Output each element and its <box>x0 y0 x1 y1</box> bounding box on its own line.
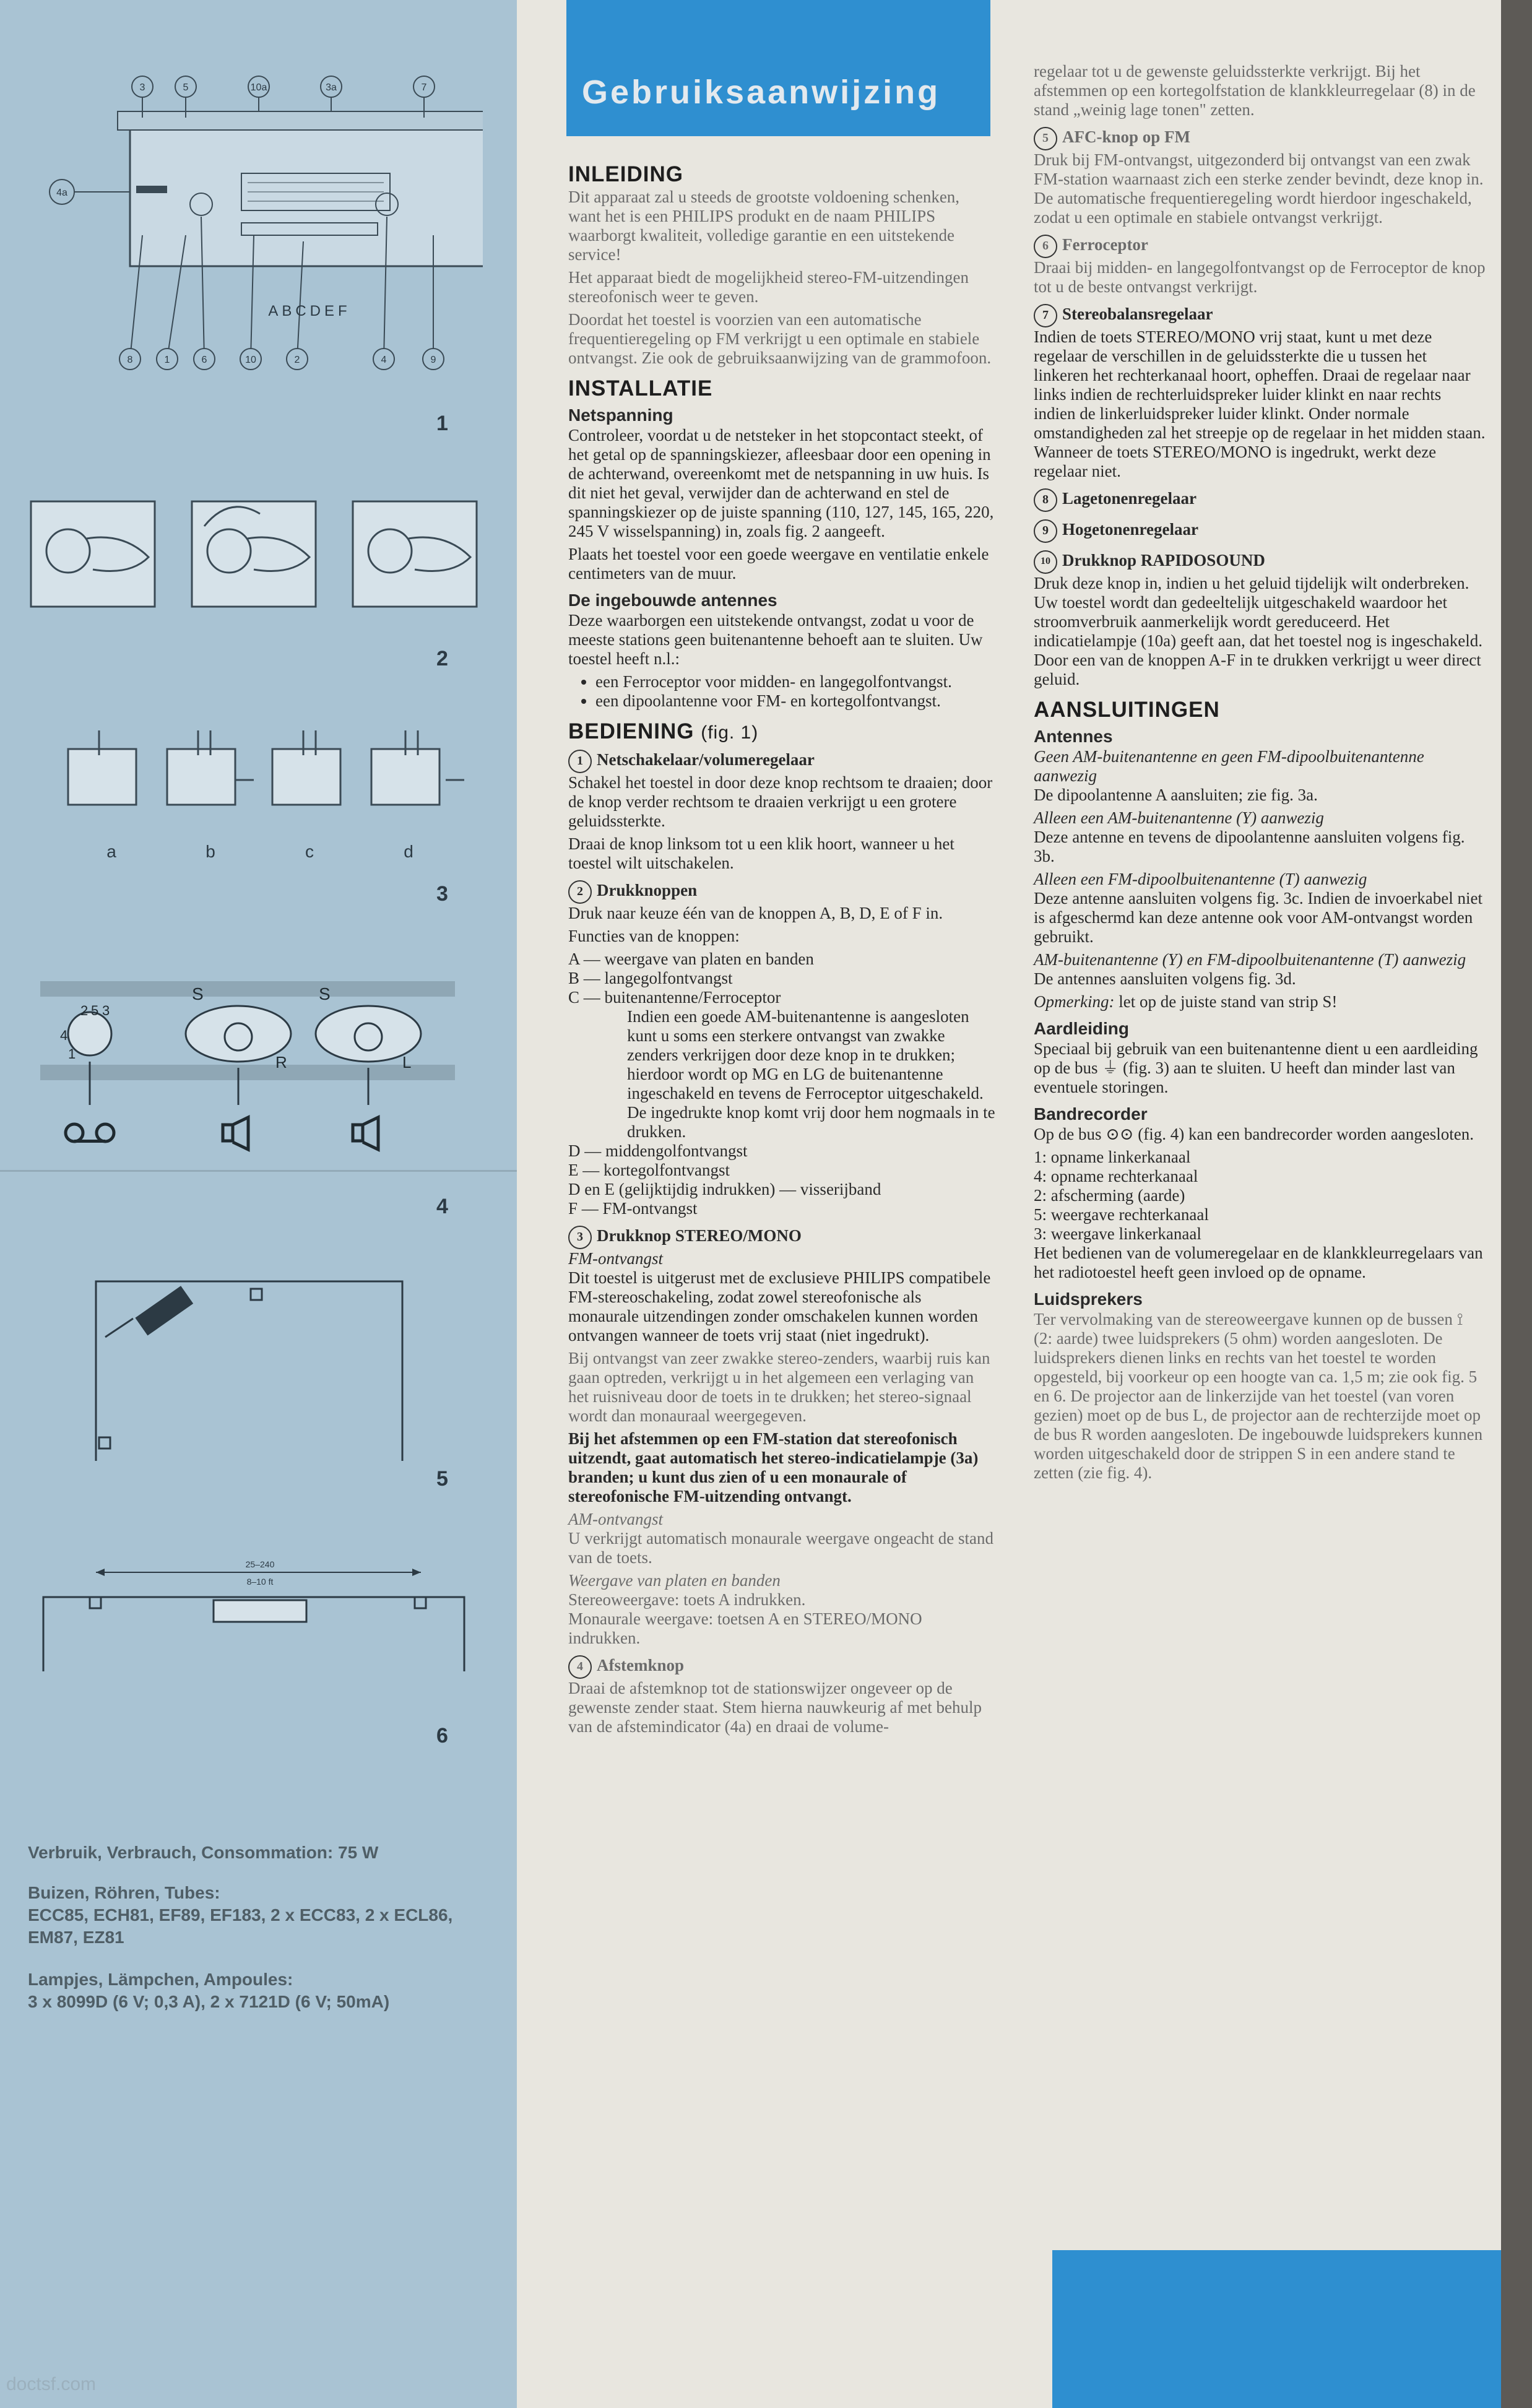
callout-bottom: 9 <box>430 355 436 365</box>
control-number: 6 <box>1034 235 1057 258</box>
control-title: Stereobalansregelaar <box>1062 305 1213 324</box>
case-heading: Alleen een FM-dipoolbuitenantenne (T) aanwezig <box>1034 870 1367 888</box>
control-number: 9 <box>1034 519 1057 543</box>
control-number: 10 <box>1034 550 1057 574</box>
strip-s-label: S <box>319 984 331 1003</box>
figure-reference: (fig. 1) <box>701 722 759 743</box>
spec-lamps: 3 x 8099D (6 V; 0,3 A), 2 x 7121D (6 V; 50mA) <box>28 1992 390 2011</box>
control-heading <box>1034 235 1486 258</box>
list-item: 5: weergave rechterkanaal <box>1034 1205 1209 1224</box>
figure-3-antenna-connections <box>50 730 483 867</box>
paragraph: Indien de toets STEREO/MONO vrij staat, kunt u met deze regelaar de verschillen in de geluidssterkte die u tussen het linkeren het rechterkanaal hoort, opheffen. Draai de regelaar naar links indien de rechterluidspreker luider klinkt en naar rechts indien de linkerluidspreker luider klinkt. Onder normale omstandigheden zal het streepje op de regelaar in het midden staan. Wanneer de toets STEREO/MONO is ingedrukt, werkt deze regelaar niet. <box>1034 327 1486 480</box>
paragraph: Stereoweergave: toets A indrukken. <box>568 1590 806 1609</box>
spec-lamps-label: Lampjes, Lämpchen, Ampoules: <box>28 1970 293 1989</box>
figures-panel <box>0 0 518 2408</box>
case-heading: AM-buitenantenne (Y) en FM-dipoolbuitenantenne (T) aanwezig <box>1034 950 1466 969</box>
paragraph: Draai bij midden- en langegolfontvangst op de Ferroceptor de knop tot u de beste ontvangst verkrijgt. <box>1034 258 1486 296</box>
control-heading <box>1034 550 1486 574</box>
control-number: 8 <box>1034 488 1057 512</box>
strip-s-label: S <box>192 984 204 1003</box>
case-heading: Alleen een AM-buitenantenne (Y) aanwezig <box>1034 808 1324 827</box>
callout-bottom: 1 <box>164 355 170 365</box>
pin-label: 3 <box>102 1003 110 1018</box>
control-number: 1 <box>568 750 592 773</box>
control-number: 2 <box>568 880 592 904</box>
tape-icon <box>66 1124 114 1143</box>
callout-top: 5 <box>183 82 189 93</box>
figure-number: 5 <box>436 1467 448 1491</box>
paragraph: Functies van de knoppen: <box>568 927 740 945</box>
list-item: E — kortegolfontvangst <box>568 1161 730 1179</box>
bullet-list <box>568 672 995 711</box>
paragraph: Druk naar keuze één van de knoppen A, B, D, E of F in. <box>568 904 943 922</box>
paragraph: Speciaal bij gebruik van een buitenantenne dient u een aardleiding op de bus ⏚ (fig. 3) aan te sluiten. U heeft dan minder last van eventuele storingen. <box>1034 1039 1478 1096</box>
fig3-label: c <box>305 842 314 861</box>
callout-top: 7 <box>421 82 427 93</box>
callout-top: 3 <box>139 82 145 93</box>
dimension-top: 25–240 <box>245 1559 275 1569</box>
footer-block <box>1052 2250 1501 2408</box>
list-item: 1: opname linkerkanaal <box>1034 1148 1191 1166</box>
paragraph: U verkrijgt automatisch monaurale weergave ongeacht de stand van de toets. <box>568 1529 993 1567</box>
list-item: A — weergave van platen en banden <box>568 950 814 968</box>
list-item: 3: weergave linkerkanaal <box>1034 1224 1201 1243</box>
section-heading: INLEIDING <box>568 162 683 186</box>
paragraph: Het bedienen van de volumeregelaar en de klankkleurregelaars van het radiotoestel heeft geen invloed op de opname. <box>1034 1244 1483 1281</box>
callout-bottom: 2 <box>294 355 300 365</box>
subheading: Aardleiding <box>1034 1019 1130 1038</box>
paragraph: Draai de knop linksom tot u een klik hoort, wanneer u het toestel wilt uitschakelen. <box>568 834 954 872</box>
paragraph: Schakel het toestel in door deze knop rechtsom te draaien; door de knop verder rechtsom te draaien verkrijgt u een grotere geluidssterkte. <box>568 773 993 830</box>
figure-number: 4 <box>436 1195 448 1218</box>
list-item: C — buitenantenne/Ferroceptor <box>568 988 781 1007</box>
figure-number: 2 <box>436 647 448 670</box>
paragraph: Op de bus ⊙⊙ (fig. 4) kan een bandrecorder worden aangesloten. <box>1034 1125 1474 1143</box>
dimension-bottom: 8–10 ft <box>246 1577 274 1587</box>
control-number: 5 <box>1034 127 1057 150</box>
control-title: Hogetonenregelaar <box>1062 520 1198 539</box>
note-text: let op de juiste stand van strip S! <box>1119 992 1338 1011</box>
paragraph: Controleer, voordat u de netsteker in het stopcontact steekt, of het getal op de spanningskiezer, afleesbaar door een opening in de achterwand, overeenkomt met de netspanning in uw huis. Is dit niet het geval, verwijder dan de achterwand en stel de spanningskiezer op de juiste spanning (110, 127, 145, 165, 220, 245 V wisselspanning) in, zoals fig. 2 aangeeft. <box>568 426 994 540</box>
paragraph: Dit apparaat zal u steeds de grootste voldoening schenken, want het is een PHILIPS produkt en de naam PHILIPS waarborgt kwaliteit, volledige garantie en een uitstekende service! <box>568 188 960 264</box>
right-label: R <box>275 1053 287 1072</box>
paragraph: Ter vervolmaking van de stereoweergave kunnen op de bussen ⟟ (2: aarde) twee luidsprekers (5 ohm) worden aangesloten. De luidsprekers dienen links en rechts van het toestel te worden opgesteld, bij voorkeur op een hoogte van ca. 1,5 m; zie ook fig. 5 en 6. De projector aan de linkerzijde van het toestel (van voren gezien) moet op de bus L, de projector aan de rechterzijde moet op de bus R worden aangesloten. De ingebouwde luidsprekers kunnen worden uitgeschakeld door de strippen S in een andere stand te zetten (zie fig. 4). <box>1034 1310 1483 1482</box>
list-item: D en E (gelijktijdig indrukken) — visserijband <box>568 1180 881 1198</box>
control-number: 7 <box>1034 304 1057 327</box>
subheading: Antennes <box>1034 727 1113 746</box>
figure-1-radio-front <box>37 74 483 396</box>
list-item: 2: afscherming (aarde) <box>1034 1186 1185 1205</box>
figure-4-sockets <box>40 981 461 1154</box>
paragraph: Draai de afstemknop tot de stationswijzer ongeveer op de gewenste zender staat. Stem hierna nauwkeurig af met behulp van de afstemindicator (4a) en draai de volume- <box>568 1679 982 1736</box>
callout-bottom: 6 <box>201 355 207 365</box>
figure-5-room-layout <box>87 1275 421 1467</box>
left-label: L <box>402 1053 412 1072</box>
paragraph: Doordat het toestel is voorzien van een automatische frequentieregeling op FM verkrijgt u een optimale en stabiele ontvangst. Zie ook de gebruiksaanwijzing van de grammofoon. <box>568 310 992 367</box>
control-title: Afstemknop <box>597 1656 685 1675</box>
control-heading <box>1034 127 1486 150</box>
figure-1-keys: ABCDEF <box>268 303 351 319</box>
fig3-label: a <box>106 842 116 861</box>
pin-label: 2 <box>80 1003 89 1018</box>
subheading: Luidsprekers <box>1034 1289 1143 1309</box>
paragraph: Druk deze knop in, indien u het geluid tijdelijk wilt onderbreken. Uw toestel wordt dan gedeeltelijk uitgeschakeld waardoor het stroomverbruik aanmerkelijk wordt gereduceerd. Het indicatielampje (10a) geeft aan, dat het toestel nog is ingeschakeld. Door een van de knoppen A-F in te drukken verkrijgt u weer direct geluid. <box>1034 574 1482 688</box>
paragraph: Druk bij FM-ontvangst, uitgezonderd bij ontvangst van een zwak FM-station waarnaast zich een sterke zender bevindt, deze knop in. De automatische frequentieregeling wordt hierdoor ingeschakeld, zodat u een optimale en stabiele ontvangst verkrijgt. <box>1034 150 1484 227</box>
paragraph: Bij het afstemmen op een FM-station dat stereofonisch uitzendt, gaat automatisch het stereo-indicatielampje (3a) branden; u kunt dus zien of u een monaurale of stereofonische FM-uitzending ontvangt. <box>568 1429 979 1505</box>
paragraph: Deze waarborgen een uitstekende ontvangst, zodat u voor de meeste stations geen buitenantenne behoeft aan te sluiten. Uw toestel heeft n.l.: <box>568 611 983 668</box>
section-heading <box>568 719 995 743</box>
paragraph: Monaurale weergave: toetsen A en STEREO/MONO indrukken. <box>568 1609 922 1647</box>
subheading: AM-ontvangst <box>568 1510 663 1528</box>
section-heading: INSTALLATIE <box>568 376 713 401</box>
subheading: Bandrecorder <box>1034 1104 1148 1124</box>
control-title: Ferroceptor <box>1062 235 1148 254</box>
control-title: Drukknop RAPIDOSOUND <box>1062 551 1265 570</box>
list-item: B — langegolfontvangst <box>568 969 733 987</box>
fig3-label: d <box>404 842 413 861</box>
subheading: De ingebouwde antennes <box>568 591 777 610</box>
column-1 <box>568 154 995 1740</box>
paragraph: De antennes aansluiten volgens fig. 3d. <box>1034 969 1296 988</box>
control-title: Drukknop STEREO/MONO <box>597 1226 802 1245</box>
control-title: Netschakelaar/volumeregelaar <box>597 750 815 769</box>
note-label: Opmerking: <box>1034 992 1115 1011</box>
paragraph: De dipoolantenne A aansluiten; zie fig. 3a. <box>1034 786 1318 804</box>
subheading: Weergave van platen en banden <box>568 1571 781 1590</box>
pin-label: 1 <box>68 1046 76 1062</box>
page-title: Gebruiksaanwijzing <box>582 74 941 111</box>
control-heading <box>1034 488 1486 512</box>
column-2 <box>1034 62 1486 1486</box>
case-heading: Geen AM-buitenantenne en geen FM-dipoolbuitenantenne aanwezig <box>1034 747 1424 785</box>
section-heading: AANSLUITINGEN <box>1034 698 1220 722</box>
list-item: D — middengolfontvangst <box>568 1141 748 1160</box>
paragraph: Dit toestel is uitgerust met de exclusieve PHILIPS compatibele FM-stereoschakeling, zodat zowel stereofonische als monaurale uitzendingen zonder omschakelen kunnen worden ontvangen wanneer de toets vrij staat (niet ingedrukt). <box>568 1268 991 1345</box>
section-heading-text: BEDIENING <box>568 719 695 743</box>
figure-2-voltage-selector <box>25 489 495 619</box>
spec-consumption: Verbruik, Verbrauch, Consommation: 75 W <box>28 1843 379 1862</box>
list-item-detail: Indien een goede AM-buitenantenne is aangesloten kunt u soms een sterkere ontvangst van zwakke zenders verkrijgen door deze knop in te drukken; hierdoor wordt op MG en LG de buitenantenne ingeschakeld en tevens de Ferroceptor uitgeschakeld. De ingedrukte knop komt vrij door hem nogmaals in te drukken. <box>627 1007 995 1141</box>
list-item: • een Ferroceptor voor midden- en langegolfontvangst. <box>595 672 995 691</box>
control-number: 3 <box>568 1226 592 1249</box>
control-heading <box>568 1226 995 1249</box>
watermark: doctsf.com <box>6 2374 97 2394</box>
control-heading <box>568 750 995 773</box>
callout-bottom: 10 <box>245 355 256 365</box>
background-edge <box>1501 0 1532 2408</box>
pin-label: 5 <box>91 1003 99 1018</box>
subheading: Netspanning <box>568 405 673 425</box>
control-title: AFC-knop op FM <box>1062 128 1191 147</box>
paragraph: Bij ontvangst van zeer zwakke stereo-zenders, waarbij ruis kan gaan optreden, verkrijgt u in het algemeen een verlaging van het ruisniveau door de toets in te drukken; het stereo-signaal wordt dan monauraal weergegeven. <box>568 1349 990 1425</box>
paragraph: Het apparaat biedt de mogelijkheid stereo-FM-uitzendingen stereofonisch weer te geven. <box>568 268 969 306</box>
list-item: F — FM-ontvangst <box>568 1199 698 1218</box>
control-heading <box>568 1655 995 1679</box>
speaker-icon <box>223 1117 378 1150</box>
figure-number: 3 <box>436 882 448 906</box>
control-heading <box>1034 304 1486 327</box>
control-number: 4 <box>568 1655 592 1679</box>
callout-top: 10a <box>250 82 267 93</box>
figure-6-speaker-distance <box>37 1554 470 1671</box>
paragraph: Plaats het toestel voor een goede weergave en ventilatie enkele centimeters van de muur. <box>568 545 989 583</box>
spec-tubes: ECC85, ECH81, EF89, EF183, 2 x ECC83, 2 x ECL86, EM87, EZ81 <box>28 1905 453 1947</box>
callout-top: 3a <box>326 82 337 93</box>
callout-bottom: 8 <box>127 355 133 365</box>
control-title: Drukknoppen <box>597 881 698 900</box>
pin-label: 4 <box>60 1028 68 1043</box>
list-item: 4: opname rechterkanaal <box>1034 1167 1198 1185</box>
control-heading <box>1034 519 1486 543</box>
list-item: • een dipoolantenne voor FM- en kortegolfontvangst. <box>595 691 995 711</box>
spec-tubes-label: Buizen, Röhren, Tubes: <box>28 1883 220 1902</box>
paragraph: Deze antenne en tevens de dipoolantenne aansluiten volgens fig. 3b. <box>1034 828 1465 865</box>
fig3-label: b <box>206 842 215 861</box>
figure-number: 1 <box>436 412 448 435</box>
callout-bottom: 4 <box>381 355 387 365</box>
control-title: Lagetonenregelaar <box>1062 489 1197 508</box>
figure-number: 6 <box>436 1724 448 1748</box>
paragraph: regelaar tot u de gewenste geluidssterkte verkrijgt. Bij het afstemmen op een kortegolfstation de klankkleurregelaar (8) in de stand „weinig lage tonen" zetten. <box>1034 62 1476 119</box>
callout-left: 4a <box>56 188 67 198</box>
control-heading <box>568 880 995 904</box>
figure-3-labels <box>106 842 413 861</box>
subheading: FM-ontvangst <box>568 1249 663 1268</box>
paragraph: Deze antenne aansluiten volgens fig. 3c. Indien de invoerkabel niet is afgeschermd kan deze antenne ook voor AM-ontvangst worden gebruikt. <box>1034 889 1482 946</box>
fold-line <box>0 1170 517 1172</box>
note <box>1034 992 1486 1011</box>
